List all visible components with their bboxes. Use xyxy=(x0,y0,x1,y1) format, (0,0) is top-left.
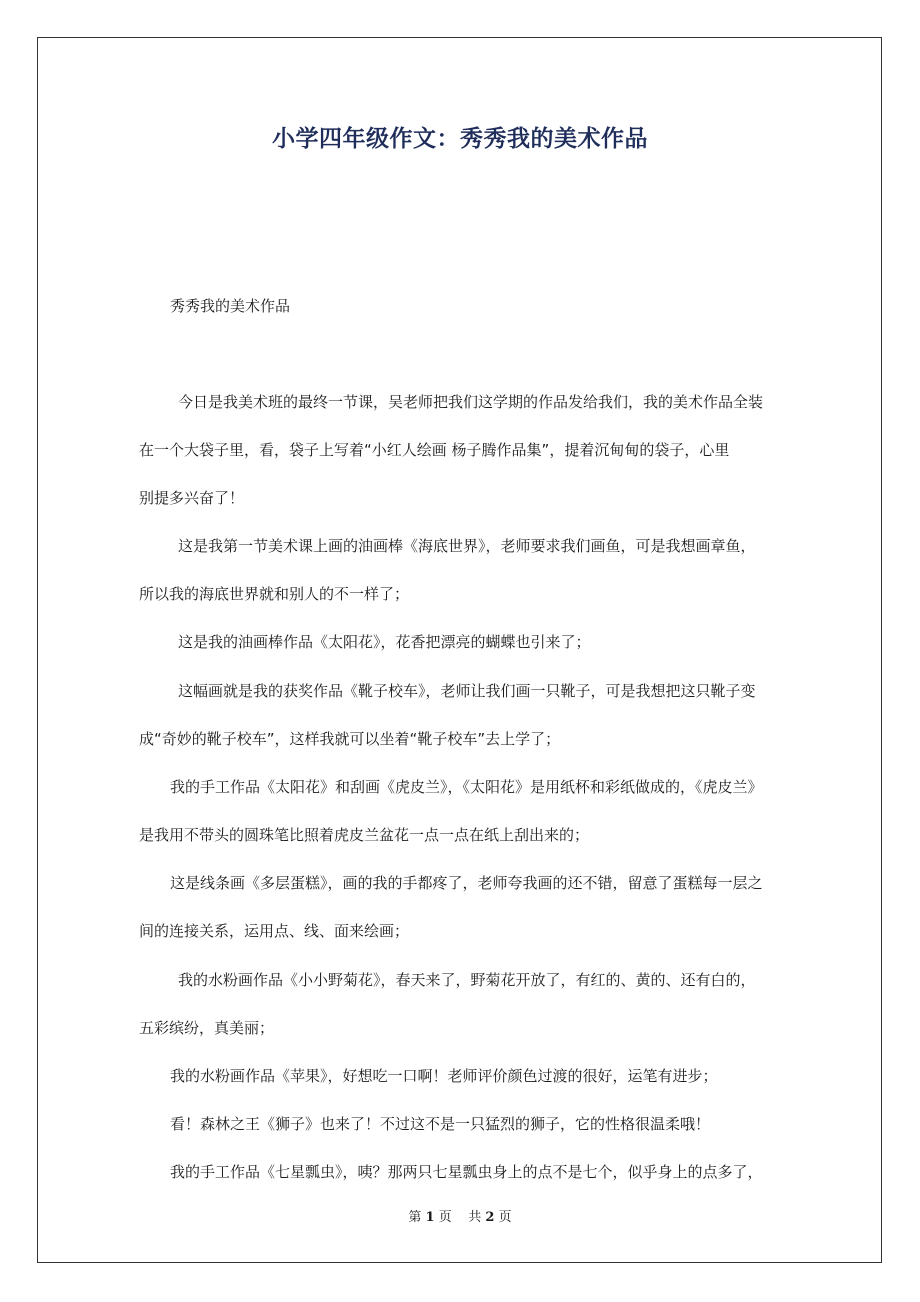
paragraph-line: 我的水粉画作品《苹果》，好想吃一口啊！老师评价颜色过渡的很好，运笔有进步； xyxy=(170,1067,718,1085)
paragraph-line: 成“奇妙的靴子校车”，这样我就可以坐着“靴子校车”去上学了； xyxy=(139,730,561,748)
page-footer xyxy=(0,1206,920,1225)
paragraph-line: 这是线条画《多层蛋糕》，画的我的手都疼了，老师夸我画的还不错，留意了蛋糕每一层之 xyxy=(170,874,763,892)
paragraph-line: 看！森林之王《狮子》也来了！不过这不是一只猛烈的狮子，它的性格很温柔哦！ xyxy=(170,1115,711,1133)
paragraph-line: 在一个大袋子里，看，袋子上写着“小红人绘画 杨子腾作品集”，提着沉甸甸的袋子，心里 xyxy=(139,441,730,459)
current-page-number: 1 xyxy=(425,1210,435,1225)
paragraph-line: 间的连接关系，运用点、线、面来绘画； xyxy=(139,922,410,940)
essay-heading: 秀秀我的美术作品 xyxy=(170,297,291,315)
total-label-prefix: 共 xyxy=(468,1210,482,1225)
paragraph-line: 是我用不带头的圆珠笔比照着虎皮兰盆花一点一点在纸上刮出来的； xyxy=(139,826,590,844)
total-page-number: 2 xyxy=(485,1210,495,1225)
paragraph-line: 我的手工作品《太阳花》和刮画《虎皮兰》，《太阳花》是用纸杯和彩纸做成的，《虎皮兰》 xyxy=(170,778,763,796)
paragraph-line: 别提多兴奋了！ xyxy=(139,489,245,507)
paragraph-line: 今日是我美术班的最终一节课，吴老师把我们这学期的作品发给我们，我的美术作品全装 xyxy=(178,393,764,411)
page-label-suffix: 页 xyxy=(438,1210,452,1225)
paragraph-line: 这是我的油画棒作品《太阳花》，花香把漂亮的蝴蝶也引来了； xyxy=(178,633,591,651)
paragraph-line: 这是我第一节美术课上画的油画棒《海底世界》，老师要求我们画鱼，可是我想画章鱼， xyxy=(178,537,756,555)
paragraph-line: 所以我的海底世界就和别人的不一样了； xyxy=(139,585,410,603)
page-label-prefix: 第 xyxy=(408,1210,422,1225)
paragraph-line: 五彩缤纷，真美丽； xyxy=(139,1019,275,1037)
document-title: 小学四年级作文：秀秀我的美术作品 xyxy=(272,126,648,152)
paragraph-line: 这幅画就是我的获奖作品《靴子校车》，老师让我们画一只靴子，可是我想把这只靴子变 xyxy=(178,682,756,700)
paragraph-line: 我的水粉画作品《小小野菊花》，春天来了，野菊花开放了，有红的、黄的、还有白的， xyxy=(178,971,756,989)
total-label-suffix: 页 xyxy=(498,1210,512,1225)
paragraph-line: 我的手工作品《七星瓢虫》，咦？那两只七星瓢虫身上的点不是七个，似乎身上的点多了， xyxy=(170,1163,763,1181)
